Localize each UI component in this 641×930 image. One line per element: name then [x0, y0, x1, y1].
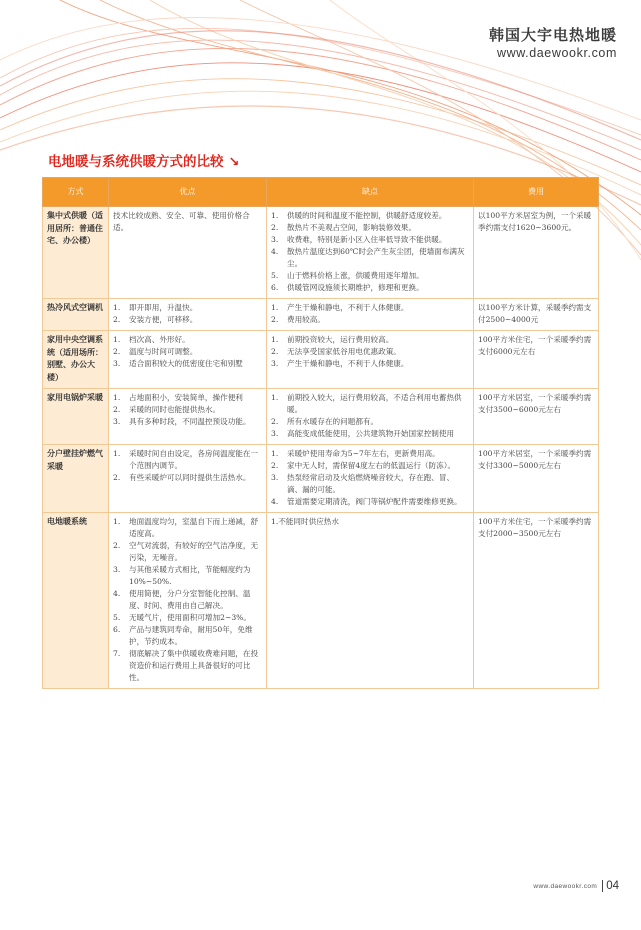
list-item-number: 5.	[271, 271, 279, 280]
method-name-cell: 家用电锅炉采暖	[43, 389, 109, 445]
pros-cell-list	[113, 334, 262, 370]
list-item-number: 2.	[271, 461, 279, 470]
list-item-number: 2.	[271, 315, 279, 324]
list-item-text: 散热片不美观占空间，影响装修效果。	[287, 223, 417, 232]
list-item	[113, 302, 262, 314]
list-item-number: 6.	[113, 625, 121, 634]
list-item	[271, 358, 469, 370]
list-item-text: 收费难，特别是新小区入住率低导致不能供暖。	[287, 235, 447, 244]
list-item-number: 3.	[271, 473, 279, 482]
list-item-number: 5.	[113, 613, 121, 622]
list-item-number: 1.	[271, 449, 279, 458]
page-footer	[533, 880, 619, 892]
pros-cell	[109, 445, 267, 513]
list-item-number: 4.	[113, 589, 121, 598]
cons-cell-list	[271, 210, 469, 294]
list-item-text: 所有水暖存在的问题都有。	[287, 417, 379, 426]
list-item	[271, 392, 469, 416]
list-item-text: 山于燃料价格上涨，供暖费用逐年增加。	[287, 271, 424, 280]
list-item	[113, 648, 262, 684]
cons-cell	[267, 207, 474, 299]
list-item-number: 6.	[271, 283, 279, 292]
list-item	[113, 358, 262, 370]
list-item-text: 具有多种时段，不同温控预设功能。	[129, 417, 251, 426]
list-item-text: 产生干燥和静电，不利于人体健康。	[287, 303, 409, 312]
list-item	[271, 428, 469, 440]
list-item	[271, 496, 469, 508]
list-item-number: 3.	[113, 417, 121, 426]
list-item-text: 采暖炉使用寿命为5~7年左右，更新费用高。	[287, 449, 440, 458]
list-item	[113, 448, 262, 472]
table-body	[43, 207, 599, 689]
list-item-number: 1.	[113, 393, 121, 402]
cell-text: 技术比较成熟、安全、可靠、使用价格合适。	[113, 211, 250, 232]
list-item	[113, 346, 262, 358]
list-item	[113, 392, 262, 404]
section-title-text: 电地暖与系统供暖方式的比较	[48, 154, 224, 170]
header-cons: 缺点	[267, 178, 474, 207]
list-item	[271, 270, 469, 282]
list-item-number: 3.	[271, 359, 279, 368]
list-item-number: 3.	[113, 565, 121, 574]
method-name-cell: 电地暖系统	[43, 513, 109, 689]
table-row	[43, 299, 599, 331]
list-item-number: 2.	[271, 347, 279, 356]
table-header-row	[43, 178, 599, 207]
pros-cell	[109, 207, 267, 299]
list-item-text: 地面温度均匀，室温自下而上递减，舒适度高。	[129, 517, 259, 538]
cost-cell: 100平方米居室，一个采暖季约需支付3500~6000元左右	[474, 389, 599, 445]
cons-cell	[267, 331, 474, 389]
list-item	[271, 334, 469, 346]
header-pros: 优点	[109, 178, 267, 207]
list-item-text: 管道需要定期清洗，阀门等锅炉配件需要维修更换。	[287, 497, 462, 506]
list-item	[113, 624, 262, 648]
list-item-text: 空气对流弱，有较好的空气洁净度，无污染，无噪音。	[129, 541, 259, 562]
brand-header	[489, 24, 617, 60]
list-item-text: 档次高、外形好。	[129, 335, 190, 344]
list-item	[113, 516, 262, 540]
list-item	[113, 472, 262, 484]
list-item	[113, 314, 262, 326]
list-item	[271, 314, 469, 326]
table-row	[43, 207, 599, 299]
list-item	[271, 416, 469, 428]
cons-cell-list	[271, 392, 469, 440]
list-item	[271, 222, 469, 234]
cons-cell	[267, 389, 474, 445]
list-item-number: 2.	[113, 405, 121, 414]
list-item-text: 安装方便，可移移。	[129, 315, 198, 324]
list-item-number: 2.	[113, 347, 121, 356]
list-item-text: 产生干燥和静电，不利于人体健康。	[287, 359, 409, 368]
list-item-number: 3.	[113, 359, 121, 368]
list-item	[113, 612, 262, 624]
list-item	[113, 404, 262, 416]
list-item-text: 温度与时间可调整。	[129, 347, 198, 356]
list-item-text: 家中无人时，需保留4度左右的低温运行（防冻）。	[287, 461, 456, 470]
method-name-cell: 家用中央空调系统（适用场所：别墅、办公大楼）	[43, 331, 109, 389]
list-item-text: 与其他采暖方式相比，节能幅度约为10%~50%.	[129, 565, 251, 586]
list-item-number: 3.	[271, 235, 279, 244]
list-item-number: 4.	[271, 497, 279, 506]
list-item-number: 1.	[271, 303, 279, 312]
cons-cell-list	[271, 302, 469, 326]
list-item-number: 3.	[271, 429, 279, 438]
cost-cell: 以100平方米居室为例，一个采暖季约需支付1620~3600元。	[474, 207, 599, 299]
cons-cell-list	[271, 334, 469, 370]
cell-text: 1.不能同时供应热水	[271, 517, 339, 526]
cost-cell: 100平方米住宅，一个采暖季约需支付6000元左右	[474, 331, 599, 389]
pros-cell-list	[113, 448, 262, 484]
list-item	[113, 588, 262, 612]
list-item-text: 占地面积小，安装简单，操作便利	[129, 393, 243, 402]
pros-cell	[109, 513, 267, 689]
list-item-text: 适合面积较大的低密度住宅和别墅	[129, 359, 243, 368]
list-item-text: 使用简便，分户分室智能化控制、温度、时间、费用由自己解决。	[129, 589, 251, 610]
list-item-text: 散热片温度达到60℃时会产生灰尘团，使墙面布满灰尘。	[287, 247, 465, 268]
arrow-down-right-icon: ↘	[228, 155, 240, 170]
list-item-number: 1.	[113, 303, 121, 312]
pros-cell-list	[113, 516, 262, 684]
section-title	[48, 150, 239, 170]
list-item-number: 1.	[113, 449, 121, 458]
table-row	[43, 445, 599, 513]
method-name-cell: 分户壁挂炉燃气采暖	[43, 445, 109, 513]
cost-cell: 100平方米住宅，一个采暖季约需支付2000~3500元左右	[474, 513, 599, 689]
list-item-number: 1.	[271, 211, 279, 220]
list-item-text: 采暖的同时也能提供热水。	[129, 405, 221, 414]
list-item-number: 1.	[113, 335, 121, 344]
cons-cell	[267, 513, 474, 689]
list-item-number: 2.	[271, 417, 279, 426]
list-item	[113, 416, 262, 428]
list-item-text: 供暖管网设施须长期维护，修理和更换。	[287, 283, 424, 292]
list-item-text: 供暖的时间和温度不能控制，供暖舒适度较差。	[287, 211, 447, 220]
pros-cell-list	[113, 302, 262, 326]
cons-cell	[267, 445, 474, 513]
method-name-cell: 热冷风式空调机	[43, 299, 109, 331]
list-item-text: 无暖气片，使用面积可增加2~3%。	[129, 613, 251, 622]
list-item	[271, 246, 469, 270]
header-method: 方式	[43, 178, 109, 207]
cost-cell: 100平方米居室，一个采暖季约需支付3300~5000元左右	[474, 445, 599, 513]
list-item	[271, 460, 469, 472]
list-item	[113, 540, 262, 564]
cons-cell-list	[271, 448, 469, 508]
list-item	[271, 448, 469, 460]
list-item-text: 有些采暖炉可以同时提供生活热水。	[129, 473, 251, 482]
list-item-number: 4.	[271, 247, 279, 256]
list-item-text: 前期投资较大，运行费用较高。	[287, 335, 394, 344]
footer-url[interactable]: www.daewookr.com	[533, 882, 598, 890]
list-item-number: 2.	[113, 541, 121, 550]
list-item	[271, 282, 469, 294]
list-item-number: 7.	[113, 649, 121, 658]
table-row	[43, 331, 599, 389]
page-number: 04	[606, 880, 619, 892]
table-row	[43, 513, 599, 689]
list-item-text: 彻底解决了集中供暖收费难问题，在投资造价和运行费用上具备很好的可比性。	[129, 649, 259, 682]
list-item-text: 前期投入较大，运行费用较高，不适合利用电蓄热供暖。	[287, 393, 462, 414]
list-item-text: 采暖时间自由设定，各房间温度能在一个范围内调节。	[129, 449, 259, 470]
brand-url[interactable]: www.daewookr.com	[496, 46, 617, 60]
pros-cell	[109, 331, 267, 389]
table-row	[43, 389, 599, 445]
comparison-table	[42, 177, 599, 689]
list-item	[271, 210, 469, 222]
list-item	[271, 346, 469, 358]
footer-divider	[602, 880, 603, 892]
list-item	[271, 234, 469, 246]
list-item-text: 即开即用，升温快。	[129, 303, 198, 312]
list-item-text: 费用较高。	[287, 315, 325, 324]
list-item-number: 1.	[113, 517, 121, 526]
list-item	[113, 334, 262, 346]
list-item-text: 产品与建筑同寿命，耐用50年，免维护，节约成本。	[129, 625, 253, 646]
list-item-number: 1.	[271, 393, 279, 402]
cons-cell	[267, 299, 474, 331]
list-item-number: 2.	[113, 315, 121, 324]
list-item-text: 热泵经常启动及火焰燃烧噪音较大，存在跑、冒、滴、漏的可能。	[287, 473, 455, 494]
list-item-number: 2.	[271, 223, 279, 232]
method-name-cell: 集中式供暖（适用居所：普通住宅、办公楼）	[43, 207, 109, 299]
list-item	[113, 564, 262, 588]
list-item-text: 高能变成低能使用，公共建筑物开始国家控制使用	[287, 429, 455, 438]
pros-cell-list	[113, 392, 262, 428]
pros-cell	[109, 299, 267, 331]
pros-cell	[109, 389, 267, 445]
list-item-number: 1.	[271, 335, 279, 344]
cost-cell: 以100平方米计算，采暖季约需支付2500~4000元	[474, 299, 599, 331]
list-item-text: 无法享受国家低谷用电优惠政策。	[287, 347, 401, 356]
brand-name: 韩国大宇电热地暖	[488, 26, 617, 44]
list-item	[271, 302, 469, 314]
header-cost: 费用	[474, 178, 599, 207]
list-item	[271, 472, 469, 496]
list-item-number: 2.	[113, 473, 121, 482]
